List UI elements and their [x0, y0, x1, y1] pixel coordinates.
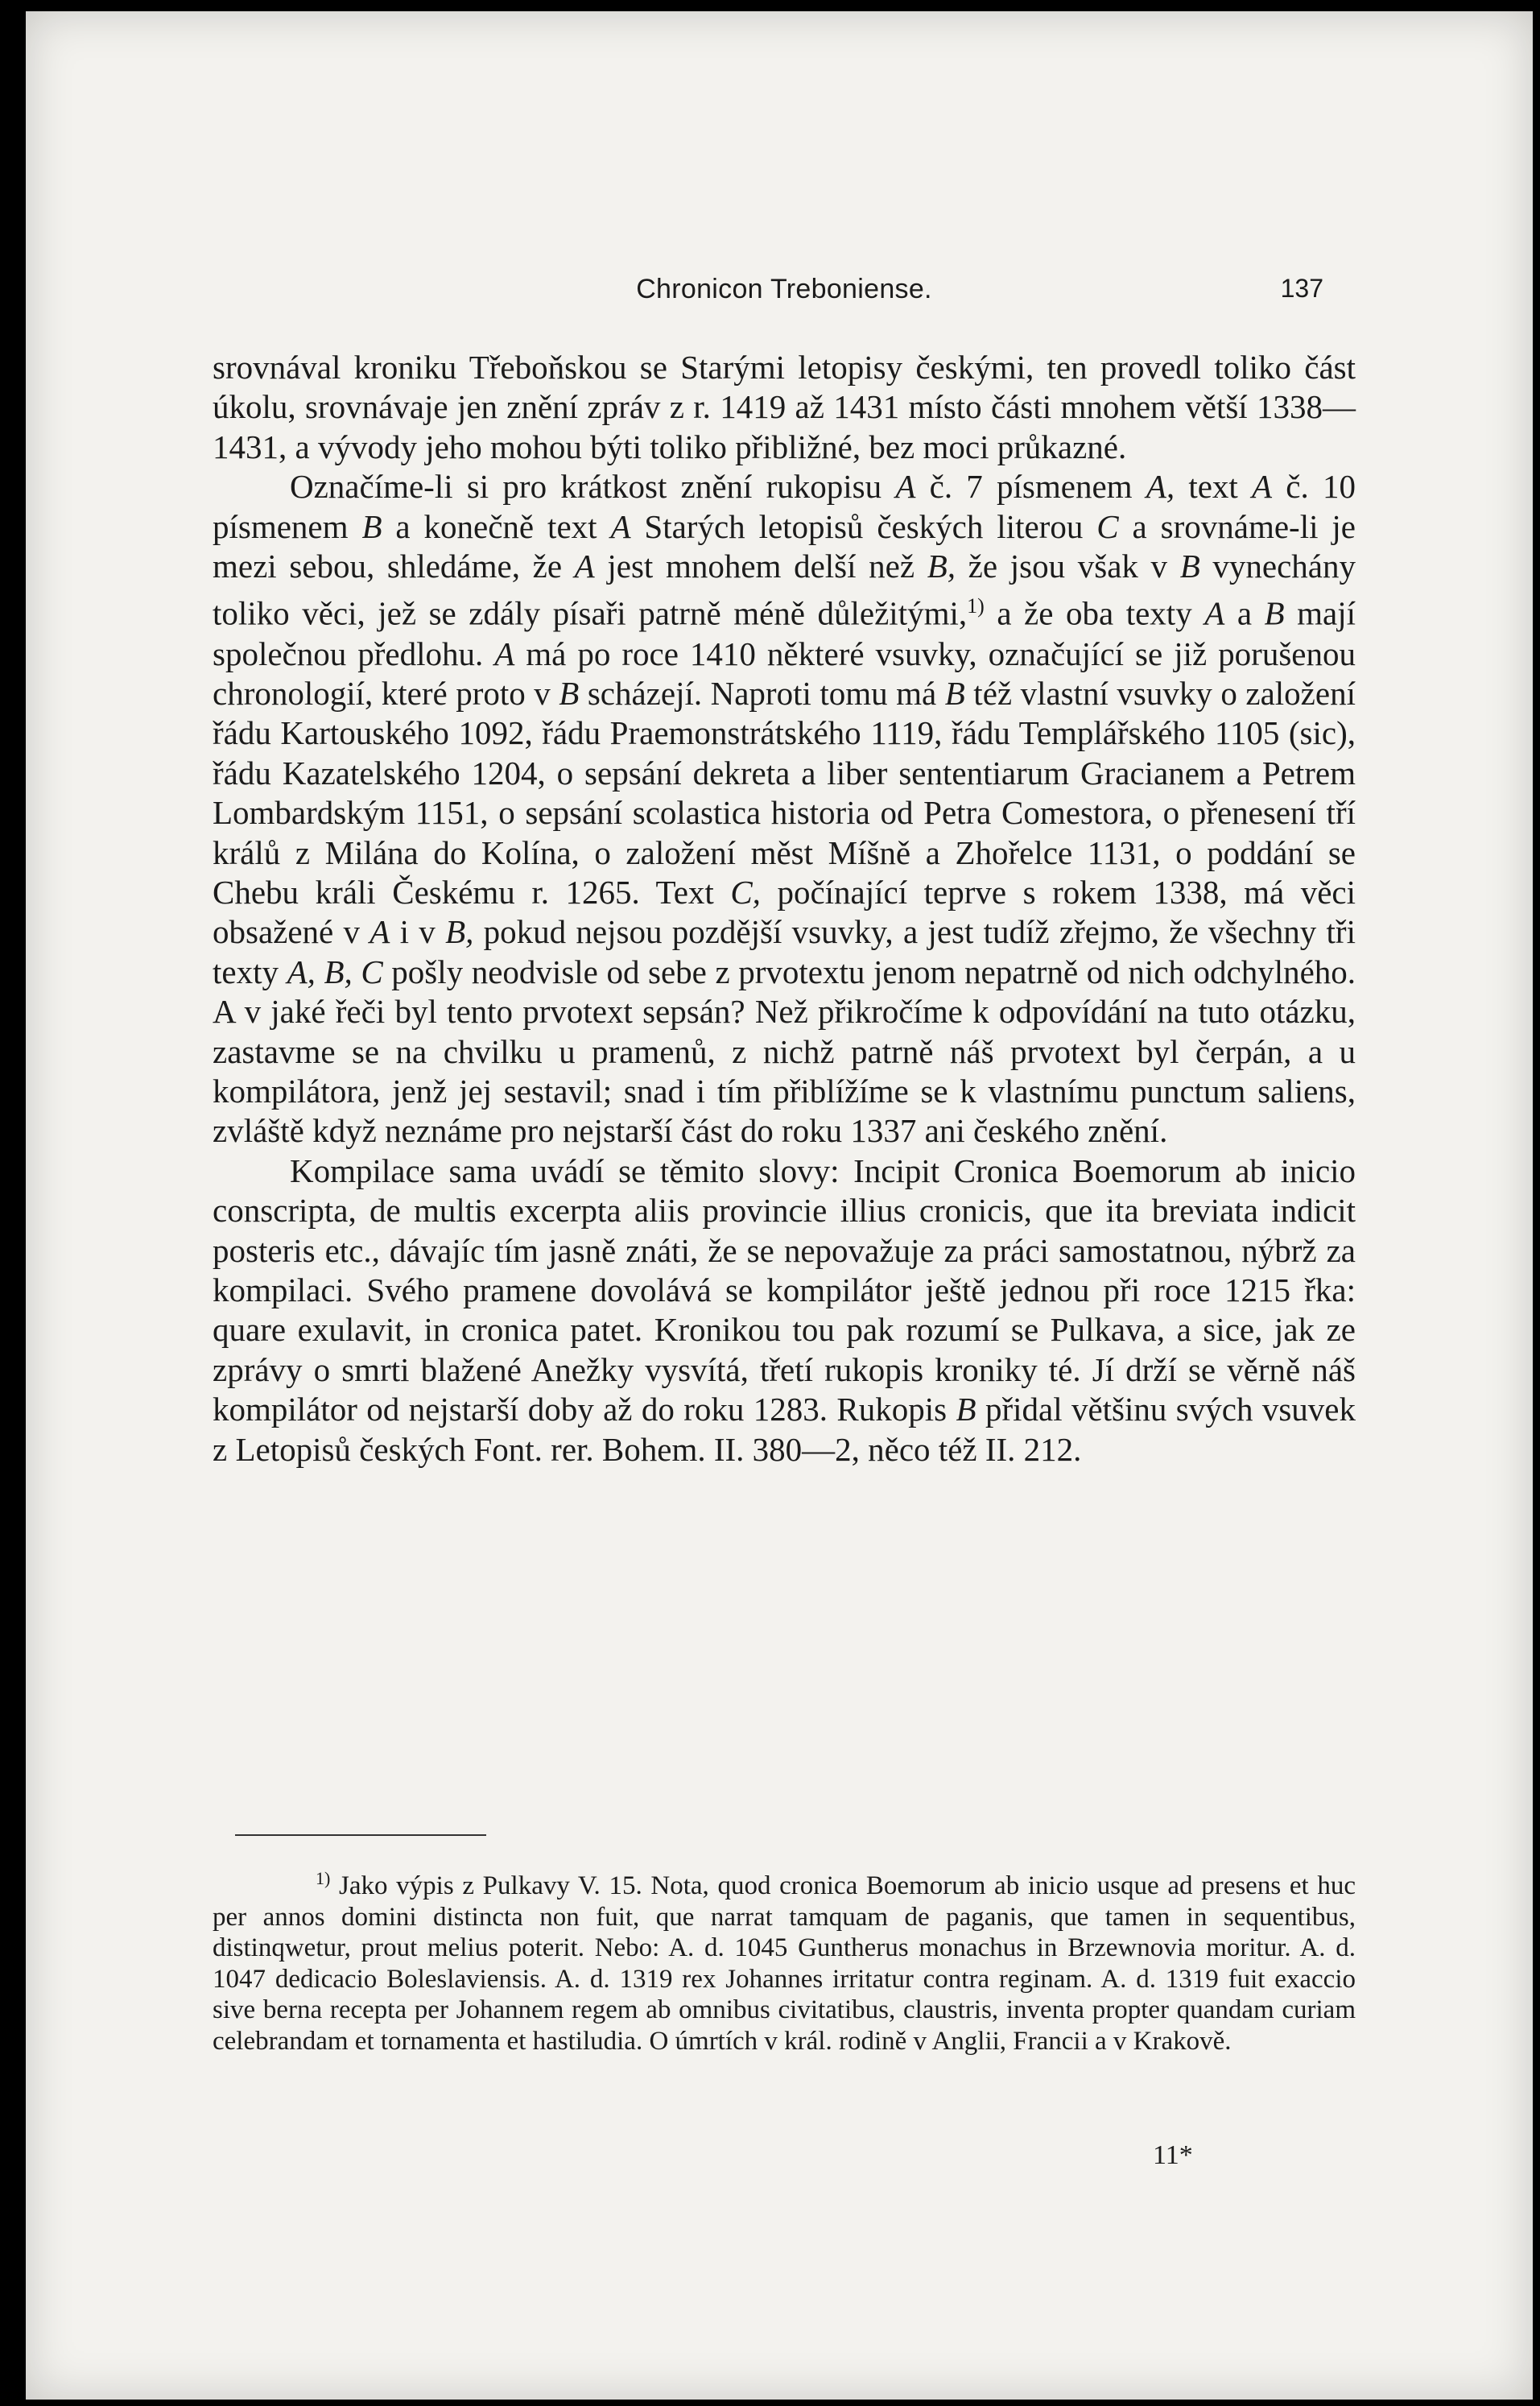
- footnote-divider: [235, 1834, 486, 1836]
- paragraph-1: srovnával kroniku Třeboňskou se Starými letopisy českými, ten provedl toliko část úkolu, srovnávaje jen znění zpráv z r. 1419 až 1431 místo části mnohem větší 1338—1431, a vývody jeho mohou býti toliko přibližné, bez moci průkazné.: [213, 349, 1356, 465]
- paragraph-2: Označíme-li si pro krátkost znění rukopisu A č. 7 písmenem A, text A č. 10 písmenem B a konečně text A Starých letopisů českých literou C a srovnáme-li je mezi sebou, shledáme, že A jest mnohem delší než B, že jsou však v B vynechány toliko věci, jež se zdály písaři patrně méně důležitými,$^{1)}$ a že oba texty A a B mají společnou předlohu. A má po roce 1410 některé vsuvky, označující se již porušenou chronologií, které proto v B scházejí. Naproti tomu má B též vlastní vsuvky o založení řádu Kartouského 1092, řádu Praemonstrátského 1119, řádu Templářského 1105 (sic), řádu Kazatelského 1204, o sepsání dekreta a liber sententiarum Gracianem a Petrem Lombardským 1151, o sepsání scolastica historia od Petra Comestora, o přenesení tří králů z Milána do Kolína, o založení měst Míšně a Zhořelce 1131, o poddání se Chebu králi Českému r. 1265. Text C, počínající teprve s rokem 1338, má věci obsažené v A i v B, pokud nejsou pozdější vsuvky, a jest tudíž zřejmo, že všechny tři texty A, B, C pošly neodvisle od sebe z prvotextu jenom nepatrně od nich odchylného. A v jaké řeči byl tento prvotext sepsán? Než přikročíme k odpovídání na tuto otázku, zastavme se na chvilku u pramenů, z nichž patrně náš prvotext byl čerpán, a u kompilátora, jenž jej sestavil; snad i tím přiblížíme se k vlastnímu punctum saliens, zvláště když neznáme pro nejstarší část do roku 1337 ani českého znění.: [213, 468, 1356, 1150]
- paragraph-3: Kompilace sama uvádí se těmito slovy: Incipit Cronica Boemorum ab inicio conscripta, de multis excerpta aliis provincie illius cronicis, que ita breviata indicit posteris etc., dávajíc tím jasně znáti, že se nepovažuje za práci samostatnou, nýbrž za kompilaci. Svého pramene dovolává se kompilátor ještě jednou při roce 1215 řka: quare exulavit, in cronica patet. Kronikou tou pak rozumí se Pulkava, a sice, jak ze zprávy o smrti blažené Anežky vysvítá, třetí rukopis kroniky té. Jí drží se věrně náš kompilátor od nejstarší doby až do roku 1283. Rukopis B přidal většinu svých vsuvek z Letopisů českých Font. rer. Bohem. II. 380—2, něco též II. 212.: [213, 1151, 1356, 1468]
- footnote-reference[interactable]: 1): [967, 594, 985, 618]
- page-sheet: [26, 11, 1533, 2400]
- footnote: [213, 1863, 1356, 2057]
- page-header: [213, 274, 1356, 306]
- running-title: Chronicon Treboniense.: [636, 274, 932, 304]
- footnote-text: Jako výpis z Pulkavy V. 15. Nota, quod cronica Boemorum ab inicio usque ad presens et huc per annos domini distincta non fuit, que narrat tamquam de paganis, que tamen in sequentibus, distinqwetur, prout melius poterit. Nebo: A. d. 1045 Guntherus monachus in Brzewnovia moritur. A. d. 1047 dedicacio Boleslaviensis. A. d. 1319 rex Johannes irritatur contra reginam. A. d. 1319 fuit exaccio sive berna recepta per Johannem regem ab omnibus civitatibus, claustris, inventa propter quandam curiam celebrandam et tornamenta et hastiludia. O úmrtích v král. rodině v Anglii, Francii a v Krakově.: [213, 1871, 1356, 2056]
- signature-mark: 11*: [1153, 2140, 1193, 2170]
- page-number: 137: [1280, 274, 1323, 303]
- body-text: [213, 348, 1356, 1470]
- footnote-mark: 1): [316, 1868, 331, 1888]
